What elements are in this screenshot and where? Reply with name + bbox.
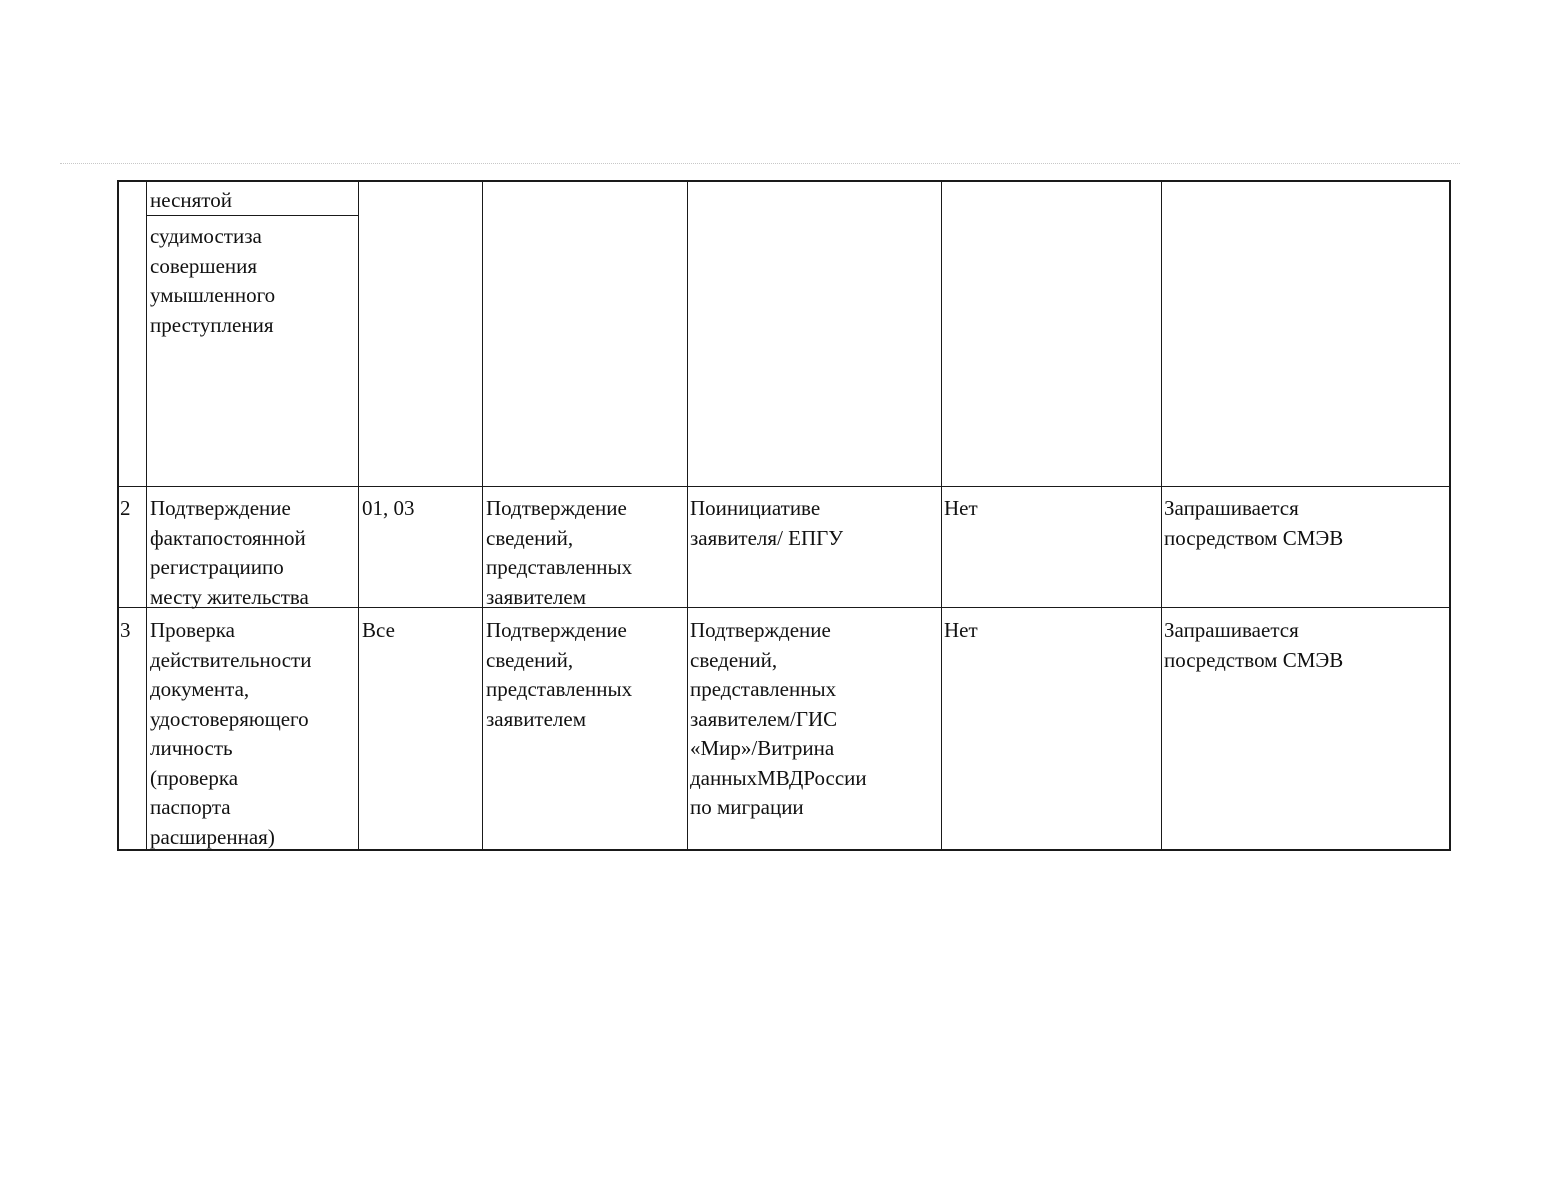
row2-name-line-4: месту жительства — [150, 584, 309, 609]
word: регистрации — [150, 555, 262, 579]
word: ГИС — [795, 706, 838, 731]
word: по — [261, 555, 284, 579]
row2-method-cell — [1164, 494, 1343, 553]
col-sep-4 — [687, 180, 688, 851]
col-sep-2 — [358, 180, 359, 851]
row1-name-line-2: совершения — [150, 253, 258, 278]
row3-source-line-3: представленных — [690, 677, 837, 701]
row3-source-line-5: «Мир»/Витрина — [690, 736, 835, 760]
row1-name-cell — [150, 222, 356, 340]
word: факта — [150, 525, 202, 550]
row2-required: Нет — [944, 496, 978, 520]
row2-name-cell — [150, 494, 356, 612]
row3-required: Нет — [944, 618, 978, 642]
row2-name-line-2 — [150, 524, 356, 554]
row3-basis-cell — [486, 616, 632, 734]
word: России — [803, 765, 867, 790]
row1-name-line-3: умышленного — [150, 283, 276, 307]
row2-name-line-3 — [150, 553, 356, 583]
row-sep-1 — [117, 486, 1451, 487]
row1-name-line-4: преступления — [150, 312, 274, 337]
row3-source-line-7: по миграции — [690, 795, 804, 819]
row3-basis-line-3: представленных — [486, 677, 633, 701]
data-table — [117, 180, 1451, 851]
table-border-right — [1449, 180, 1451, 851]
word: инициативе — [715, 496, 821, 520]
word: По — [690, 496, 716, 520]
word: постоянной — [201, 525, 306, 550]
row2-source-cell — [690, 494, 939, 553]
row3-name-line-8: расширенная) — [150, 824, 275, 849]
row3-source-line-1: Подтверждение — [690, 618, 831, 642]
row3-code: Все — [362, 618, 395, 642]
row3-name-line-4: удостоверяющего — [150, 706, 309, 731]
scan-dotted-line — [60, 163, 1460, 165]
row3-basis-line-4: заявителем — [486, 706, 587, 731]
row3-method-line-1: Запрашивается — [1164, 618, 1299, 642]
word: судимости — [150, 224, 245, 248]
row3-name-cell — [150, 616, 311, 852]
row3-number: 3 — [120, 618, 131, 642]
row2-basis-line-4: заявителем — [486, 584, 587, 609]
row2-source-line-1 — [690, 494, 939, 524]
row3-method-line-2: посредством СМЭВ — [1164, 647, 1344, 672]
row3-source-line-2: сведений, — [690, 647, 778, 672]
row2-basis-line-3: представленных — [486, 555, 633, 579]
row3-method-cell — [1164, 616, 1343, 675]
word: данных — [690, 765, 758, 790]
col-sep-3 — [482, 180, 483, 851]
row3-name-line-2: действительности — [150, 647, 312, 672]
row2-name-line-1: Подтверждение — [150, 496, 291, 520]
row2-method-line-2: посредством СМЭВ — [1164, 525, 1344, 550]
row2-basis-line-1: Подтверждение — [486, 496, 627, 520]
row2-source-line-2: заявителя/ ЕПГУ — [690, 525, 844, 550]
row3-basis-line-1: Подтверждение — [486, 618, 627, 642]
row3-source-line-6 — [690, 764, 939, 794]
row1-name-line-1 — [150, 222, 356, 252]
row3-name-line-1: Проверка — [150, 618, 235, 642]
col-sep-6 — [1161, 180, 1162, 851]
row3-name-line-7: паспорта — [150, 795, 231, 819]
row2-code: 01, 03 — [362, 496, 415, 520]
row2-basis-cell — [486, 494, 632, 612]
row3-basis-line-2: сведений, — [486, 647, 574, 672]
row2-number: 2 — [120, 496, 131, 520]
table-border-bottom — [117, 849, 1451, 851]
row1-name-top: неснятой — [150, 188, 232, 212]
row3-name-line-6: (проверка — [150, 765, 239, 790]
row3-name-line-3: документа, — [150, 677, 250, 701]
row2-basis-line-2: сведений, — [486, 525, 574, 550]
word: за — [244, 224, 262, 248]
col-sep-5 — [941, 180, 942, 851]
word: заявителем — [690, 706, 791, 731]
row3-name-line-5: личность — [150, 736, 233, 760]
col-sep-1 — [146, 180, 147, 851]
word: / — [790, 706, 796, 731]
word: МВД — [757, 765, 804, 790]
table-border-top — [117, 180, 1451, 182]
row3-source-line-4 — [690, 705, 939, 735]
row3-source-cell — [690, 616, 939, 823]
row2-method-line-1: Запрашивается — [1164, 496, 1299, 520]
table-border-left — [117, 180, 119, 851]
